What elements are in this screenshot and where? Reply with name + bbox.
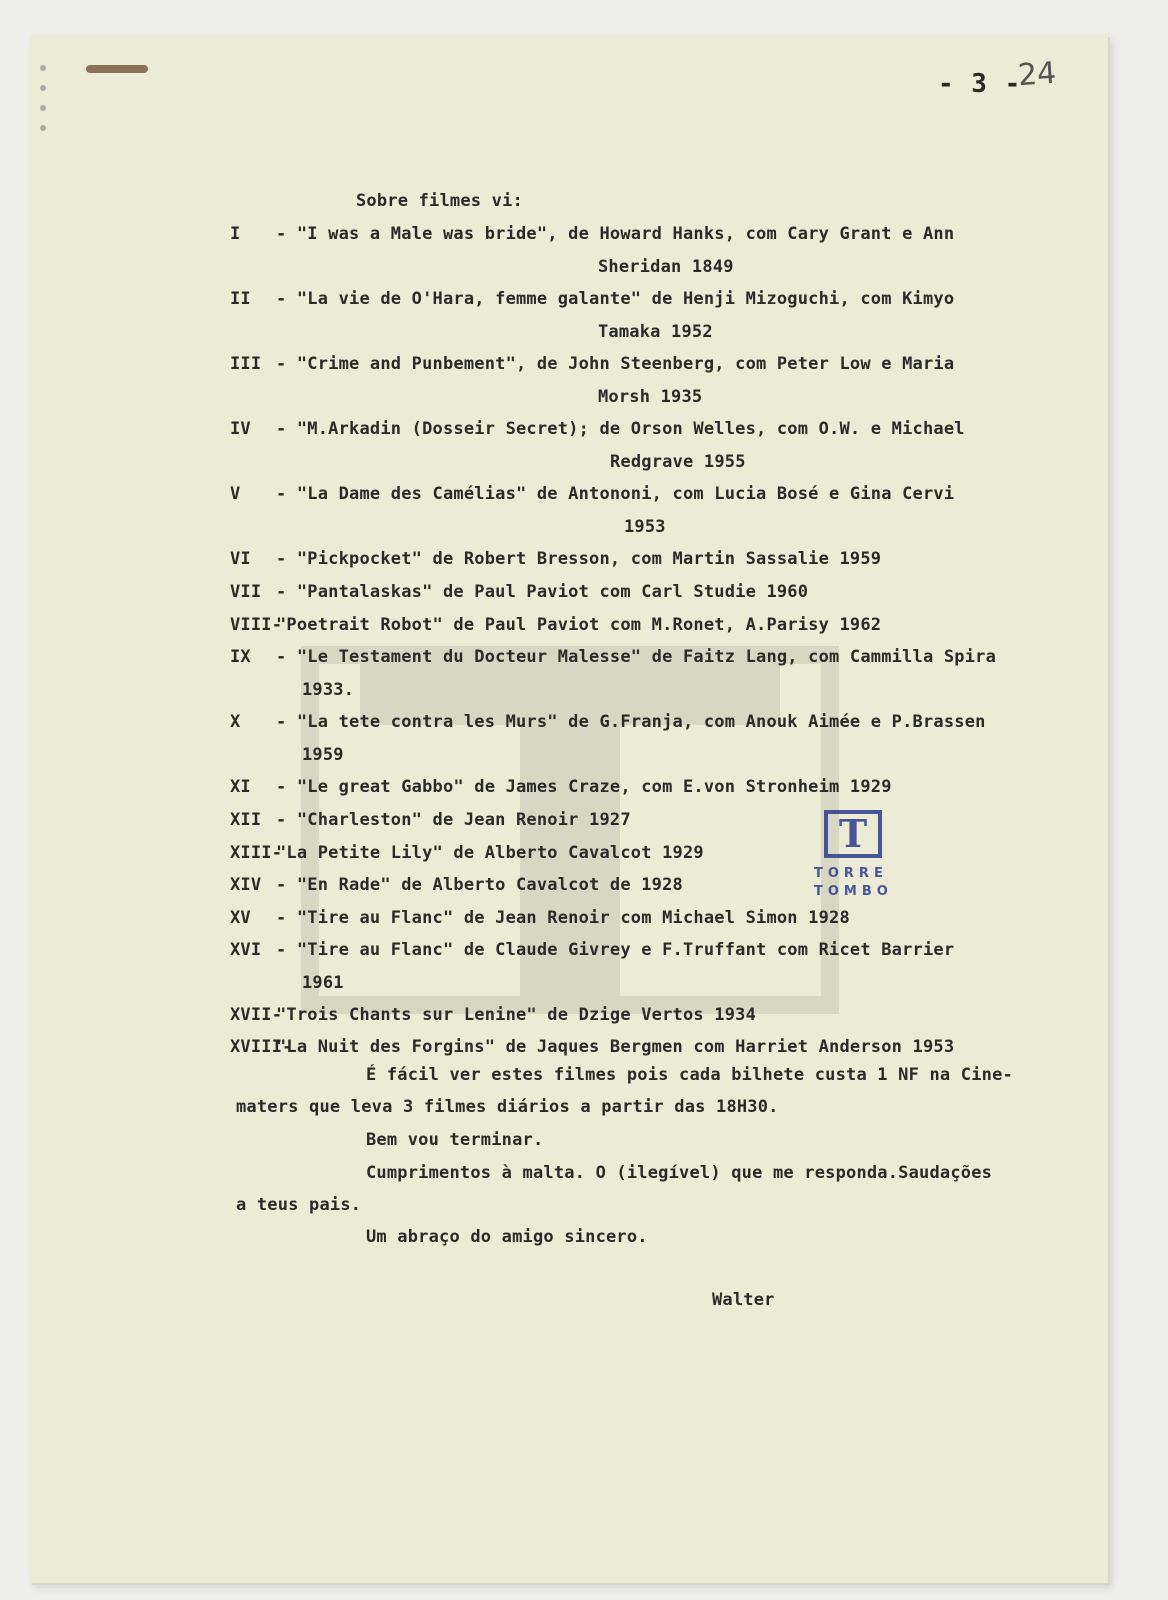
film-number: VI [230,549,251,569]
archive-stamp [800,810,910,910]
signature: Walter [712,1290,775,1310]
film-entry-line-1: - "La tete contra les Murs" de G.Franja, com Anouk Aimée e P.Brassen [276,712,986,732]
film-entry-line-2: 1953 [624,517,666,537]
film-entry-line-2: Sheridan 1849 [598,257,734,277]
closing-paragraph-3-line-2: a teus pais. [236,1195,362,1215]
film-entry-line-1: "La Nuit des Forgins" de Jaques Bergmen com Harriet Anderson 1953 [276,1037,955,1057]
film-entry-line-1: "Poetrait Robot" de Paul Paviot com M.Ronet, A.Parisy 1962 [276,615,882,635]
film-entry-line-2: Redgrave 1955 [610,452,746,472]
page-number: - 3 - [938,69,1022,99]
closing-paragraph-1-line-2: maters que leva 3 filmes diários a partir das 18H30. [236,1097,779,1117]
film-number: XVI [230,940,262,960]
binding-holes [36,65,50,175]
film-entry-line-1: - "Le Testament du Docteur Malesse" de Faitz Lang, com Cammilla Spira [276,647,997,667]
film-entry-line-1: - "I was a Male was bride", de Howard Hanks, com Cary Grant e Ann [276,224,955,244]
stamp-line-1: TORRE [814,866,888,881]
film-entry-line-1: - "Charleston" de Jean Renoir 1927 [276,810,631,830]
film-entry-line-2: 1961 [302,973,344,993]
handwritten-page-number: 24 [1016,55,1058,94]
closing-paragraph-4: Um abraço do amigo sincero. [366,1227,648,1247]
stamp-line-2: TOMBO [814,884,893,899]
film-entry-line-1: - "La Dame des Camélias" de Antononi, com Lucia Bosé e Gina Cervi [276,484,955,504]
film-entry-line-1: - "La vie de O'Hara, femme galante" de Henji Mizoguchi, com Kimyo [276,289,955,309]
document-page [30,35,1108,1583]
film-entry-line-1: - "Tire au Flanc" de Jean Renoir com Michael Simon 1928 [276,908,850,928]
film-number: XI [230,777,251,797]
closing-paragraph-2: Bem vou terminar. [366,1130,544,1150]
film-entry-line-1: - "Pantalaskas" de Paul Paviot com Carl Studie 1960 [276,582,809,602]
film-number: IX [230,647,251,667]
film-number: III [230,354,262,374]
film-number: XVIII- [230,1037,293,1057]
film-number: XVII- [230,1005,283,1025]
film-number: IV [230,419,251,439]
film-entry-line-1: - "Crime and Punbement", de John Steenberg, com Peter Low e Maria [276,354,955,374]
film-number: X [230,712,241,732]
closing-paragraph-1-line-1: É fácil ver estes filmes pois cada bilhete custa 1 NF na Cine- [366,1065,1013,1085]
film-entry-line-2: Morsh 1935 [598,387,703,407]
film-entry-line-1: - "M.Arkadin (Dosseir Secret); de Orson Welles, com O.W. e Michael [276,419,965,439]
film-number: VII [230,582,262,602]
film-number: XIII- [230,843,283,863]
film-number: I [230,224,241,244]
film-entry-line-2: 1959 [302,745,344,765]
film-entry-line-2: Tamaka 1952 [598,322,713,342]
film-number: XII [230,810,262,830]
film-entry-line-1: - "Pickpocket" de Robert Bresson, com Martin Sassalie 1959 [276,549,882,569]
film-entry-line-1: - "Le great Gabbo" de James Craze, com E.von Stronheim 1929 [276,777,892,797]
film-entry-line-1: "La Petite Lily" de Alberto Cavalcot 1929 [276,843,704,863]
closing-paragraph-3-line-1: Cumprimentos à malta. O (ilegível) que me responda.Saudações [366,1163,993,1183]
film-number: XIV [230,875,262,895]
film-entry-line-1: "Trois Chants sur Lenine" de Dzige Vertos 1934 [276,1005,757,1025]
film-entry-line-1: - "En Rade" de Alberto Cavalcot de 1928 [276,875,683,895]
film-entry-line-2: 1933. [302,680,355,700]
ink-smudge [86,65,148,73]
film-number: V [230,484,241,504]
film-entry-line-1: - "Tire au Flanc" de Claude Givrey e F.Truffant com Ricet Barrier [276,940,955,960]
film-number: VIII- [230,615,283,635]
film-number: XV [230,908,251,928]
stamp-letter: T [824,810,882,858]
film-number: II [230,289,251,309]
films-heading: Sobre filmes vi: [356,191,523,211]
